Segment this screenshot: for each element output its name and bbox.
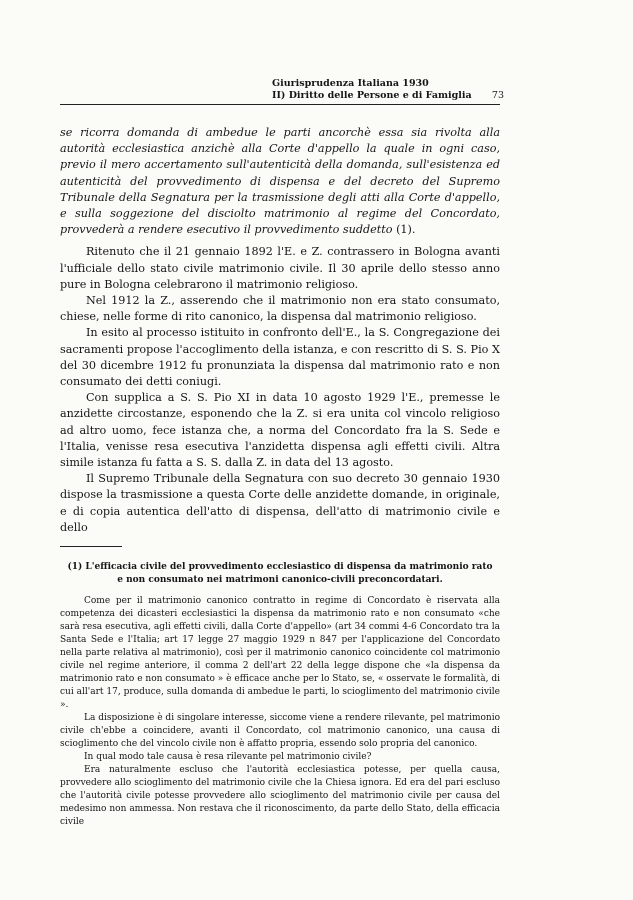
footnote-paragraph: La disposizione è di singolare interesse, siccome viene a rendere rilevante, pel matrimonio civile ch'ebbe a coincidere, avanti il Concordato, col matrimonio canonico, una causa di scioglimento che del vincolo civile non è affatto propria, essendo solo propria del canonico. xyxy=(60,713,500,750)
footnote-paragraph: Era naturalmente escluso che l'autorità ecclesiastica potesse, per quella causa, provvedere allo scioglimento del matrimonio civile che la Chiesa ignora. Ed era del pari escluso che l'autorità civile potesse provvedere allo scioglimento del matrimonio civile per causa del medesimo non ammessa. Non restava che il riconoscimento, da parte dello Stato, della efficacia civile xyxy=(60,765,500,828)
italic-intro-paragraph xyxy=(60,125,500,238)
footnote-reference: (1). xyxy=(392,223,416,237)
footnote-paragraph: Come per il matrimonio canonico contratto in regime di Concordato è riservata alla competenza dei dicasteri ecclesiastici la dispensa da matrimonio rato e non consumato «che sarà resa esecutiva, agli effetti civili, dalla Corte d'appello» (art 34 commi 4-6 Concordato tra la Santa Sede e l'Italia; art 17 legge 27 maggio 1929 n 847 per l'applicazione del Concordato nella parte relativa al matrimonio), così per il matrimonio canonico coincidente col matrimonio civile nel regime anteriore, il comma 2 dell'art 22 della legge dispone che «la dispensa da matrimonio rato e non consumato » è efficace anche per lo Stato, se, « osservate le formalità, di cui all'art 17, produce, sulla domanda di ambedue le parti, lo scioglimento del matrimonio civile ». xyxy=(60,596,500,711)
body-paragraph: Ritenuto che il 21 gennaio 1892 l'E. e Z. contrassero in Bologna avanti l'ufficiale dello stato civile matrimonio civile. Il 30 aprile dello stesso anno pure in Bologna celebrarono il matrimonio religioso. xyxy=(60,245,500,291)
footnote-title-line: e non consumato nei matrimoni canonico-civili preconcordatari. xyxy=(117,575,443,586)
page-number: 73 xyxy=(491,90,504,101)
body-paragraph: In esito al processo istituito in confronto dell'E., la S. Congregazione dei sacramenti propose l'accoglimento della istanza, e con rescritto di S. S. Pio X del 30 dicembre 1912 fu pronunziata la dispensa dal matrimonio rato e non consumato dei detti coniugi. xyxy=(60,326,500,389)
body-paragraph: Il Supremo Tribunale della Segnatura con suo decreto 30 gennaio 1930 dispose la trasmissione a questa Corte delle anzidette domande, in originale, e di copia autentica dell'atto di dispensa, dell'atto di matrimonio civile e dello xyxy=(60,472,500,534)
running-header xyxy=(60,78,504,108)
footnote-title-line: (1) L'efficacia civile del provvedimento ecclesiastico di dispensa da matrimonio rato xyxy=(67,562,493,573)
italic-intro-text: se ricorra domanda di ambedue le parti ancorchè essa sia rivolta alla autorità ecclesiastica anzichè alla Corte d'appello la quale in ogni caso, previo il mero accertamento sull'autenticità della domanda, sull'esistenza ed autenticità del provvedimento di dispensa e del decreto del Supremo Tribunale della Segnatura per la trasmissione degli atti alla Corte d'appello, e sulla soggezione del disciolto matrimonio al regime del Concordato, provvederà a rendere esecutivo il provvedimento suddetto xyxy=(60,126,500,237)
section-title: II) Diritto delle Persone e di Famiglia xyxy=(272,90,472,101)
header-rule xyxy=(60,104,500,105)
footnote-rule xyxy=(60,546,122,547)
journal-title: Giurisprudenza Italiana 1930 xyxy=(272,78,429,89)
footnote-title xyxy=(60,561,500,587)
main-text xyxy=(60,125,500,536)
footnote xyxy=(60,561,500,829)
body-paragraph: Nel 1912 la Z., asserendo che il matrimonio non era stato consumato, chiese, nelle forme di rito canonico, la dispensa dal matrimonio religioso. xyxy=(60,294,500,324)
document-page xyxy=(60,78,504,829)
body-paragraph: Con supplica a S. S. Pio XI in data 10 agosto 1929 l'E., premesse le anzidette circostanze, esponendo che la Z. si era unita col vincolo religioso ad altro uomo, fece istanza che, a norma del Concordato fra la S. Sede e l'Italia, venisse resa esecutiva l'anzidetta dispensa agli effetti civili. Altra simile istanza fu fatta a S. S. dalla Z. in data del 13 agosto. xyxy=(60,391,500,470)
footnote-paragraph: In qual modo tale causa è resa rilevante pel matrimonio civile? xyxy=(84,752,372,763)
